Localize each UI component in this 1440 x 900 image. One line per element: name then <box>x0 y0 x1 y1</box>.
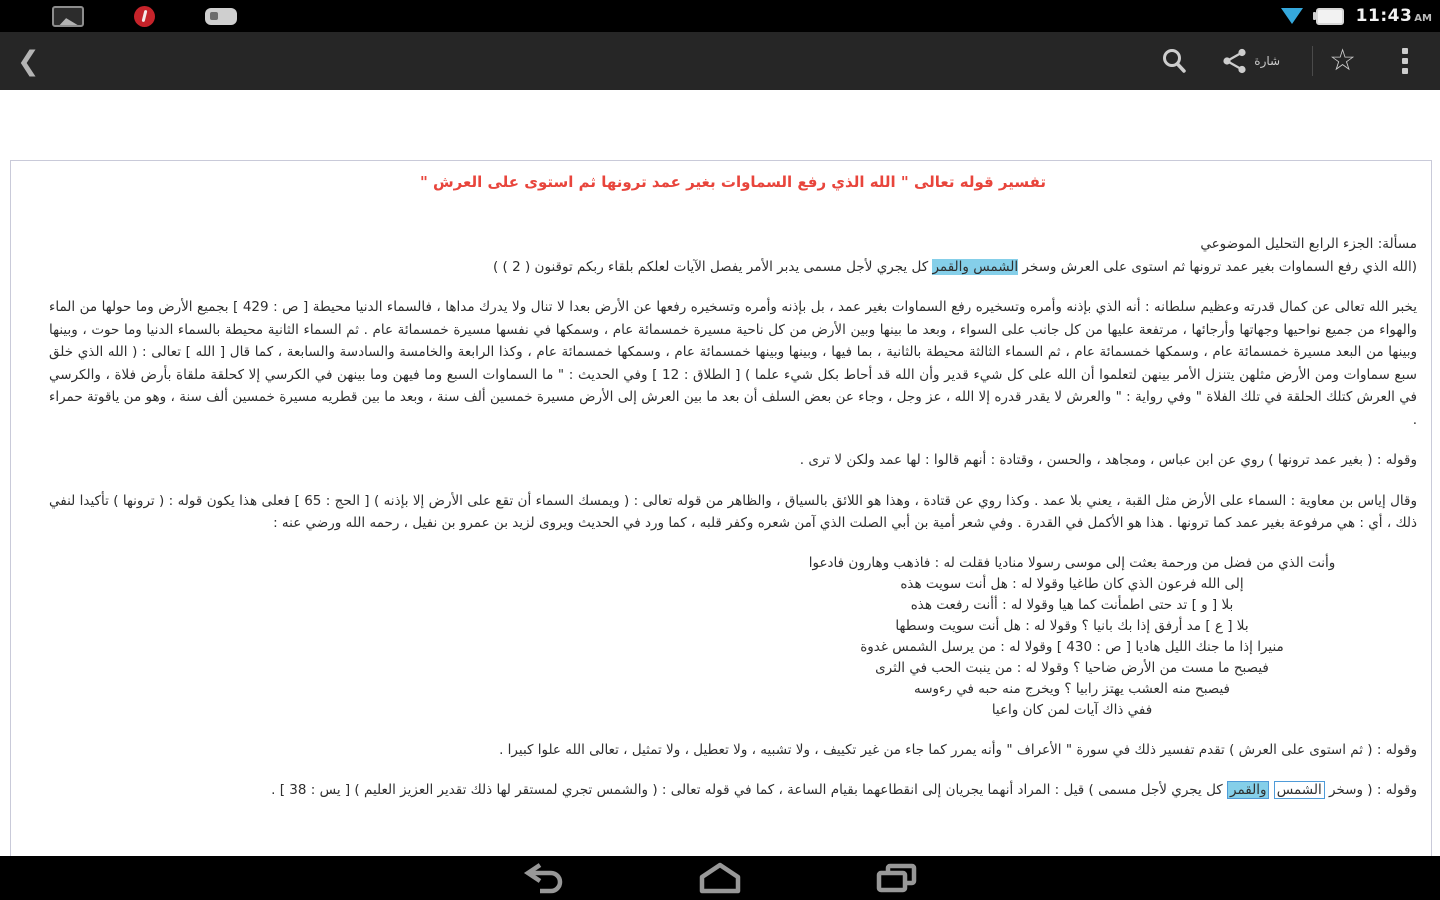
gallery-notification-icon <box>52 6 84 27</box>
camera-notification-icon <box>205 8 237 25</box>
poem-line: بلا [ و ] تد حتى اطمأنت كما هيا وقولا له : أأنت رفعت هذه <box>910 596 1234 613</box>
nav-back-icon <box>523 862 565 894</box>
nav-home-button[interactable] <box>684 858 756 898</box>
paragraph <box>49 256 1417 279</box>
paragraph <box>49 296 1417 431</box>
poem-line: بلا [ ع ] مد أرفق إذا بك بانيا ؟ وقولا له : هل أنت سويت وسطها <box>895 617 1249 634</box>
notification-area <box>0 6 237 27</box>
share-button[interactable] <box>1222 48 1280 74</box>
status-bar <box>0 0 1440 32</box>
text-run: كل يجري لأجل مسمى يدبر الأمر يفصل الآيات لعلكم بلقاء ربكم توقنون ( 2 ) ) <box>492 258 933 275</box>
bookmark-star-button[interactable]: ☆ <box>1329 43 1356 78</box>
text-run: (الله الذي رفع السماوات بغير عمد ترونها ثم استوى على العرش وسخر <box>1018 258 1417 275</box>
search-highlight: الشمس <box>1274 781 1325 799</box>
poem-block <box>727 553 1417 721</box>
clock-time: 11:43 <box>1355 6 1413 26</box>
status-clock <box>1356 6 1432 26</box>
text-run: وقوله : ( ثم استوى على العرش ) تقدم تفسير ذلك في سورة " الأعراف " وأنه يمرر كما جاء من غير تكييف ، ولا تشبيه ، ولا تعطيل ، ولا تمثيل ، تعالى الله علوا كبيرا . <box>499 741 1417 758</box>
search-highlight: الشمس والقمر <box>932 258 1019 275</box>
document-viewport[interactable] <box>0 90 1440 856</box>
text-run: يخبر الله تعالى عن كمال قدرته وعظيم سلطانه : أنه الذي بإذنه وأمره وتسخيره رفع السماوات بغير عمد ، بل بإذنه وأمره وتسخيره رفعها عن الأرض بعدا لا تنال ولا يدرك مداها ، فالسماء الدنيا محيطة [ ص : 429 ] بجميع الأرض وما حولها من الماء والهواء من جميع نواحيها وجهاتها وأرجائها ، مرتفعة عليها من كل جانب على السواء ، وبعد ما بينها وبين الأرض من كل ناحية مسيرة خمسمائة عام ، وسمكها في نفسها مسيرة خمسمائة عام . ثم السماء الثانية محيطة بالسماء الدنيا وما حوت ، وبينها وبينها من البعد مسيرة خمسمائة عام ، وسمكها خمسمائة عام ، ثم السماء الثالثة محيطة بالثانية ، بما فيها ، وبينها وبينها خمسمائة عام ، وسمكها خمسمائة عام ، وكذا الرابعة والخامسة والسادسة والسابعة ، كما قال [ الله ] تعالى : ( الله الذي خلق سبع سماوات ومن الأرض مثلهن يتنزل الأمر بينهن لتعلموا أن الله على كل شيء قدير وأن الله قد أحاط بكل شيء علما ) [ الطلاق : 12 ] وفي الحديث : " ما السماوات السبع وما فيهن وما بينهن في الكرسي إلا كحلقة ملقاة بأرض فلاة ، والكرسي في العرش كتلك الحلقة في تلك الفلاة " وفي رواية : " والعرش لا يقدر قدره إلا الله ، عز وجل ، وجاء عن بعض السلف أن بعد ما بين العرش إلى الأرض مسيرة خمسين ألف سنة ، وبعد ما بين قطريه مسيرة خمسين ألف سنة ، وهو من ياقوتة حمراء . <box>49 299 1418 428</box>
battery-body <box>1316 8 1344 25</box>
poem-line: منيرا إذا ما جنك الليل هاديا [ ص : 430 ] وقولا له : من يرسل الشمس غدوة <box>860 638 1284 655</box>
nav-recents-icon <box>874 862 918 894</box>
text-run: وقال إياس بن معاوية : السماء على الأرض مثل القبة ، يعني بلا عمد . وكذا روي عن قتادة ، وهذا هو اللائق بالسياق ، والظاهر من قوله تعالى : ( ويمسك السماء أن تقع على الأرض إلا بإذنه ) [ الحج : 65 ] فعلى هذا يكون قوله : ( ترونها ) تأكيدا لنفي ذلك ، أي : هي مرفوعة بغير عمد كما ترونها . هذا هو الأكمل في القدرة . وفي شعر أمية بن أبي الصلت الذي آمن شعره وكفر قلبه ، كما ورد في الحديث ويروى لزيد بن عمرو بن نفيل ، رحمه الله ورضي عنه : <box>49 492 1417 531</box>
battery-icon <box>1313 8 1347 25</box>
poem-line: إلى الله فرعون الذي كان طاغيا وقولا له : هل أنت سويت هذه <box>900 575 1244 592</box>
poem-line: فيصبح منه العشب يهتز رابيا ؟ ويخرج منه حبه في رءوسه <box>913 680 1231 697</box>
poem-line: ففي ذاك آيات لمن كان واعيا <box>991 701 1153 718</box>
nav-recents-button[interactable] <box>860 858 932 898</box>
document-page <box>10 160 1432 856</box>
overflow-dot <box>1402 68 1408 74</box>
back-chevron-icon[interactable]: ❮ <box>17 45 40 77</box>
page-title: تفسير قوله تعالى " الله الذي رفع السماوات بغير عمد ترونها ثم استوى على العرش " <box>419 173 1047 191</box>
action-bar-actions <box>1160 44 1440 78</box>
nav-home-icon <box>698 862 742 894</box>
share-label: شارة <box>1254 54 1281 68</box>
overflow-dot <box>1402 48 1408 54</box>
wifi-icon <box>1280 7 1304 25</box>
poem-line: وأنت الذي من فضل من ورحمة بعثت إلى موسى رسولا مناديا فقلت له : فاذهب وهارون فادعوا <box>808 554 1336 571</box>
clock-meridiem: AM <box>1414 13 1432 24</box>
paragraph <box>49 490 1417 535</box>
article-body <box>49 233 1417 802</box>
search-highlight: والقمر <box>1227 781 1269 799</box>
nav-back-button[interactable] <box>508 858 580 898</box>
share-icon <box>1222 48 1248 74</box>
navigation-bar <box>0 856 1440 900</box>
text-run: كل يجري لأجل مسمى ) قيل : المراد أنهما يجريان إلى انقطاعهما بقيام الساعة ، كما في قوله تعالى : ( والشمس تجري لمستقر لها ذلك تقدير العزيز العليم ) [ يس : 38 ] . <box>271 782 1228 798</box>
text-run: وقوله : ( وسخر <box>1324 782 1417 798</box>
overflow-menu-button[interactable] <box>1396 44 1414 78</box>
system-status-area <box>1280 6 1440 26</box>
text-run: وقوله : ( بغير عمد ترونها ) روي عن ابن عباس ، ومجاهد ، والحسن ، وقتادة : أنهم قالوا : لها عمد ولكن لا ترى . <box>799 452 1417 468</box>
paragraph <box>49 779 1417 802</box>
red-app-notification-icon <box>134 6 155 27</box>
text-run: مسألة: الجزء الرابع التحليل الموضوعي <box>1200 236 1417 252</box>
search-icon <box>1160 47 1188 75</box>
paragraph <box>49 739 1417 762</box>
action-bar <box>0 32 1440 92</box>
paragraph <box>49 233 1417 256</box>
paragraph <box>49 449 1417 472</box>
overflow-dot <box>1402 58 1408 64</box>
poem-line: فيصبح ما مست من الأرض ضاحيا ؟ وقولا له : من ينبت الحب في الثرى <box>875 659 1269 676</box>
action-bar-divider <box>1312 46 1313 76</box>
search-button[interactable] <box>1160 47 1188 75</box>
